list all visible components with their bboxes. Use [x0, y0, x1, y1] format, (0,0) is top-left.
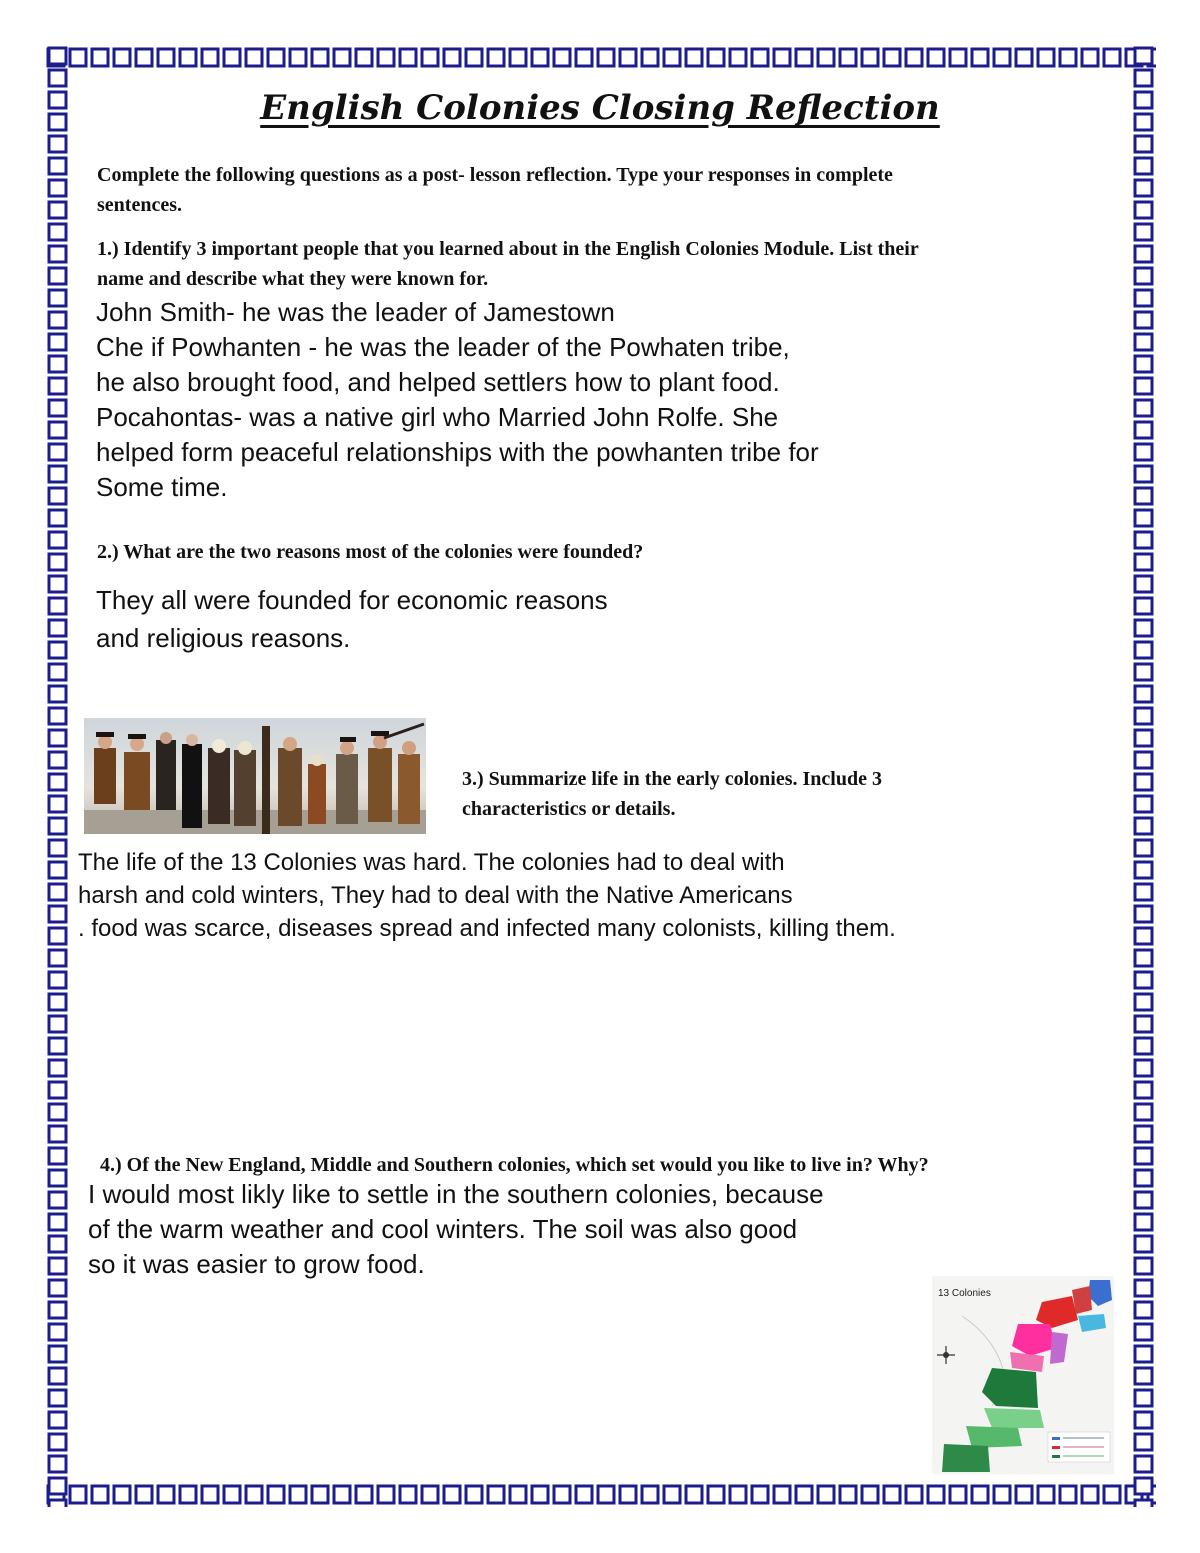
thirteen-colonies-map — [932, 1276, 1114, 1474]
question-1-line: name and describe what they were known for. — [97, 268, 489, 290]
answer-4[interactable] — [88, 1177, 824, 1282]
answer-4-line: I would most likly like to settle in the southern colonies, because — [88, 1179, 824, 1209]
question-2 — [97, 537, 643, 567]
instructions-line: Complete the following questions as a post- lesson reflection. Type your responses in complete — [97, 164, 893, 186]
answer-4-line: so it was easier to grow food. — [88, 1249, 425, 1279]
answer-1-line: helped form peaceful relationships with the powhanten tribe for — [96, 437, 819, 467]
border-left — [46, 46, 70, 1507]
border-bottom — [46, 1483, 1156, 1507]
answer-3-line: The life of the 13 Colonies was hard. The colonies had to deal with — [78, 849, 785, 876]
answer-1-line: Some time. — [96, 472, 228, 502]
answer-1[interactable] — [96, 295, 819, 505]
answer-4-line: of the warm weather and cool winters. The soil was also good — [88, 1214, 798, 1244]
border-right — [1132, 46, 1156, 1507]
border-top — [46, 46, 1156, 70]
question-1-line: 1.) Identify 3 important people that you learned about in the English Colonies Module. List their — [97, 238, 919, 260]
question-3 — [462, 764, 882, 824]
question-4 — [100, 1150, 929, 1180]
answer-3[interactable] — [78, 846, 896, 945]
pilgrims-painting — [84, 718, 426, 834]
answer-2-line: and religious reasons. — [96, 623, 351, 653]
instructions — [97, 160, 893, 220]
page-title: English Colonies Closing Reflection — [260, 88, 940, 128]
question-4-line: 4.) Of the New England, Middle and Southern colonies, which set would you like to live in? Why? — [100, 1154, 929, 1176]
answer-1-line: Che if Powhanten - he was the leader of the Powhaten tribe, — [96, 332, 790, 362]
answer-2-line: They all were founded for economic reasons — [96, 585, 608, 615]
answer-3-line: . food was scarce, diseases spread and infected many colonists, killing them. — [78, 915, 896, 942]
answer-1-line: Pocahontas- was a native girl who Married John Rolfe. She — [96, 402, 779, 432]
question-2-line: 2.) What are the two reasons most of the colonies were founded? — [97, 541, 644, 563]
question-3-line: 3.) Summarize life in the early colonies. Include 3 — [462, 768, 882, 790]
answer-3-line: harsh and cold winters, They had to deal with the Native Americans — [78, 882, 793, 909]
answer-2[interactable] — [96, 581, 608, 657]
instructions-line: sentences. — [97, 194, 182, 216]
answer-1-line: he also brought food, and helped settlers how to plant food. — [96, 367, 780, 397]
answer-1-line: John Smith- he was the leader of Jamestown — [96, 297, 615, 327]
question-3-line: characteristics or details. — [462, 798, 676, 820]
map-title: 13 Colonies — [938, 1288, 991, 1299]
question-1 — [97, 234, 919, 294]
